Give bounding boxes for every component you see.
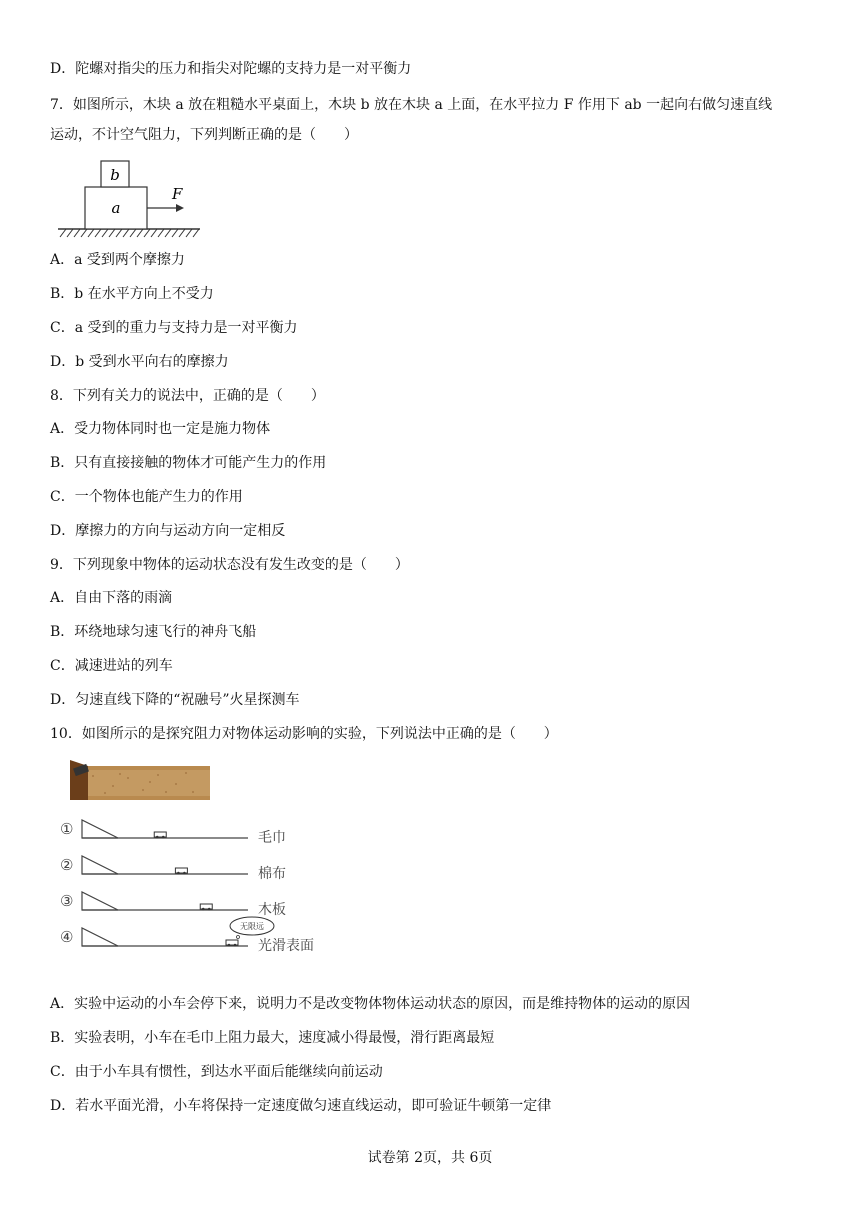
q10-car-wheel bbox=[162, 836, 165, 839]
q7-ground-hatching bbox=[60, 229, 199, 237]
q10-car-wheel bbox=[183, 872, 186, 875]
q10-ramp-triangle bbox=[82, 892, 118, 910]
q8-option-a: A．受力物体同时也一定是施力物体 bbox=[50, 421, 271, 437]
q10-car bbox=[154, 832, 166, 837]
q7-stem-line2: 运动，不计空气阻力，下列判断正确的是（ ） bbox=[50, 127, 358, 143]
q10-option-b: B．实验表明，小车在毛巾上阻力最大，速度减小得最慢，滑行距离最短 bbox=[50, 1030, 495, 1046]
q10-option-a: A．实验中运动的小车会停下来，说明力不是改变物体物体运动状态的原因，而是维持物体的运动的原因 bbox=[50, 996, 691, 1012]
q10-car-wheel bbox=[202, 908, 205, 911]
q9-option-a: A．自由下落的雨滴 bbox=[50, 590, 173, 606]
q9-option-c: C．减速进站的列车 bbox=[50, 658, 173, 674]
q10-row-number: ④ bbox=[60, 928, 74, 946]
q10-car-wheel bbox=[228, 944, 231, 947]
q10-car-wheel bbox=[156, 836, 159, 839]
q10-row-number: ② bbox=[60, 856, 74, 874]
q10-row-4 bbox=[60, 917, 314, 954]
q7-figure bbox=[54, 157, 204, 241]
q10-car-wheel bbox=[177, 872, 180, 875]
q10-ramp-triangle bbox=[82, 820, 118, 838]
q10-row-number: ① bbox=[60, 820, 74, 838]
q8-option-d: D．摩擦力的方向与运动方向一定相反 bbox=[50, 523, 286, 539]
q10-surface-label: 木板 bbox=[258, 902, 286, 918]
q10-ramp-photo bbox=[70, 760, 210, 800]
q10-car bbox=[226, 940, 238, 945]
q10-cloud-dot bbox=[237, 936, 240, 939]
q7-stem-line1: 7．如图所示，木块 a 放在粗糙水平桌面上，木块 b 放在木块 a 上面，在水平拉力 F 作用下 ab 一起向右做匀速直线 bbox=[50, 97, 773, 113]
q10-row-3 bbox=[60, 892, 286, 918]
q10-surface-label: 光滑表面 bbox=[258, 938, 314, 954]
q10-cloud-text: 无限远 bbox=[240, 922, 264, 931]
q10-car-wheel bbox=[234, 944, 237, 947]
q10-option-d: D．若水平面光滑，小车将保持一定速度做匀速直线运动，即可验证牛顿第一定律 bbox=[50, 1098, 552, 1114]
q7-stem bbox=[50, 90, 820, 150]
q9-stem: 9．下列现象中物体的运动状态没有发生改变的是（ ） bbox=[50, 557, 409, 573]
q7-option-b: B．b 在水平方向上不受力 bbox=[50, 286, 214, 302]
q9-option-d: D．匀速直线下降的“祝融号”火星探测车 bbox=[50, 692, 300, 708]
q7-option-a: A．a 受到两个摩擦力 bbox=[50, 252, 185, 268]
q10-option-c: C．由于小车具有惯性，到达水平面后能继续向前运动 bbox=[50, 1064, 383, 1080]
q10-row-number: ③ bbox=[60, 892, 74, 910]
q7-force-label: F bbox=[172, 185, 183, 203]
q6-option-d: D．陀螺对指尖的压力和指尖对陀螺的支持力是一对平衡力 bbox=[50, 61, 412, 77]
q10-surface-label: 毛巾 bbox=[258, 830, 286, 846]
q7-option-c: C．a 受到的重力与支持力是一对平衡力 bbox=[50, 320, 298, 336]
q10-stem: 10．如图所示的是探究阻力对物体运动影响的实验，下列说法中正确的是（ ） bbox=[50, 726, 558, 742]
q10-ramp-triangle bbox=[82, 928, 118, 946]
q10-row-2 bbox=[60, 856, 286, 882]
q8-stem: 8．下列有关力的说法中，正确的是（ ） bbox=[50, 388, 325, 404]
q9-option-b: B．环绕地球匀速飞行的神舟飞船 bbox=[50, 624, 257, 640]
q7-block-a-label: a bbox=[111, 199, 121, 217]
q10-rows bbox=[60, 820, 314, 954]
q7-option-d: D．b 受到水平向右的摩擦力 bbox=[50, 354, 229, 370]
q10-car bbox=[200, 904, 212, 909]
q10-surface-label: 棉布 bbox=[258, 866, 286, 882]
q8-option-b: B．只有直接接触的物体才可能产生力的作用 bbox=[50, 455, 327, 471]
q10-car-wheel bbox=[208, 908, 211, 911]
q8-option-c: C．一个物体也能产生力的作用 bbox=[50, 489, 243, 505]
q7-force-arrowhead bbox=[176, 204, 184, 212]
q10-row-1 bbox=[60, 820, 286, 846]
page-number: 试卷第 2页，共 6页 bbox=[367, 1150, 493, 1166]
q7-block-b-label: b bbox=[110, 166, 120, 184]
q10-ramp-triangle bbox=[82, 856, 118, 874]
q10-car bbox=[175, 868, 187, 873]
q10-figure bbox=[58, 756, 348, 956]
